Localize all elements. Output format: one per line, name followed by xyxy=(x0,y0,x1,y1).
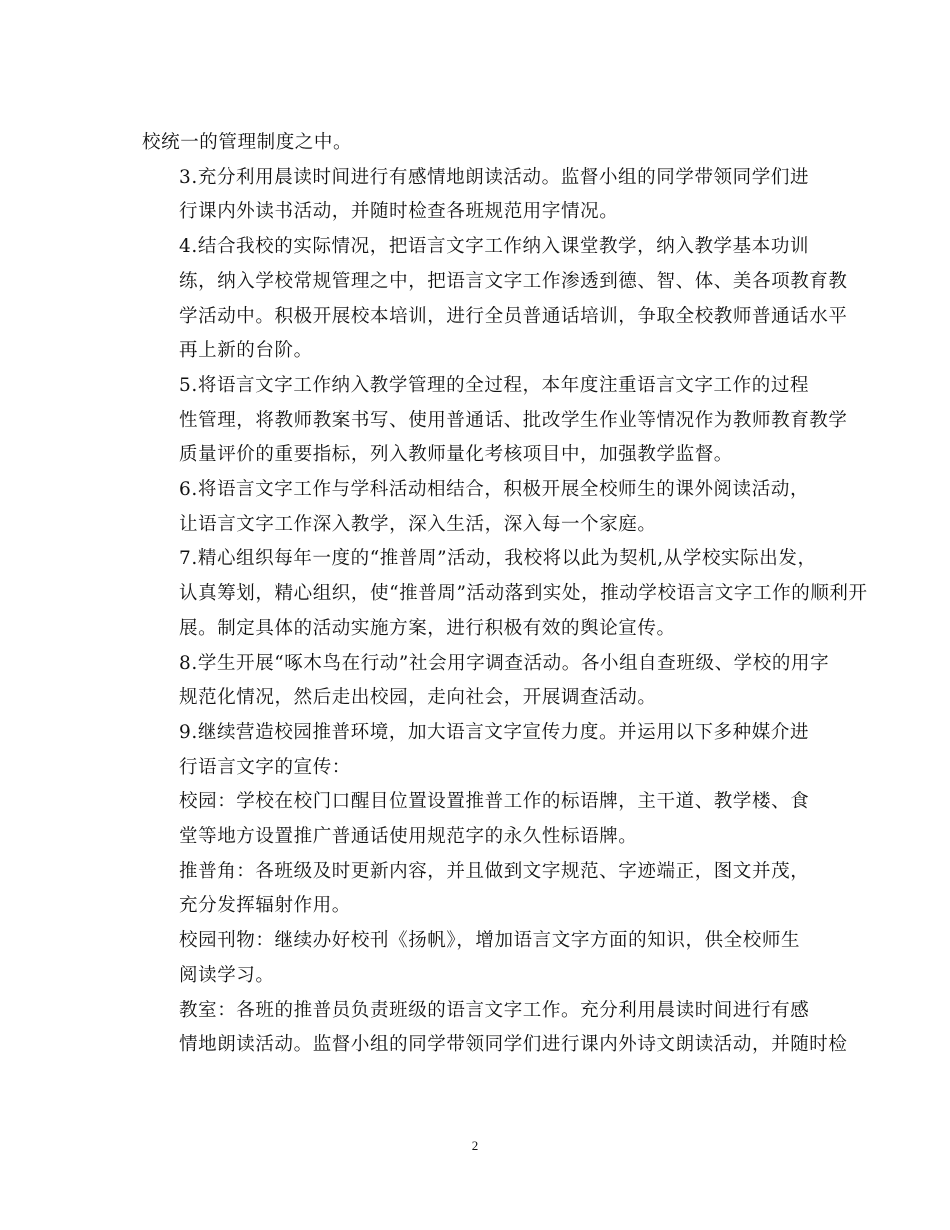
text-line: 情地朗读活动。监督小组的同学带领同学们进行课内外诗文朗读活动，并随时检 xyxy=(179,1034,848,1056)
paragraph xyxy=(142,994,848,1063)
text-line: 7.精心组织每年一度的“推普周”活动，我校将以此为契机,从学校实际出发， xyxy=(179,548,817,570)
text-line: 质量评价的重要指标，列入教师量化考核项目中，加强教学监督。 xyxy=(179,444,733,466)
paragraph xyxy=(142,542,868,646)
paragraph xyxy=(142,716,810,785)
text-line: 校统一的管理制度之中。 xyxy=(142,132,353,153)
text-line: 校园：学校在校门口醒目位置设置推普工作的标语牌，主干道、教学楼、食 xyxy=(179,791,810,813)
paragraph xyxy=(142,924,802,993)
text-line: 教室：各班的推普员负责班级的语言文字工作。充分利用晨读时间进行有感 xyxy=(179,999,810,1021)
text-line: 充分发挥辐射作用。 xyxy=(179,895,351,917)
text-line: 4.结合我校的实际情况，把语言文字工作纳入课堂教学，纳入教学基本功训 xyxy=(179,236,810,258)
paragraph xyxy=(142,473,810,542)
text-line: 再上新的台阶。 xyxy=(179,340,313,362)
text-line: 练，纳入学校常规管理之中，把语言文字工作渗透到德、智、体、美各项教育教 xyxy=(179,270,848,292)
text-line: 性管理，将教师教案书写、使用普通话、批改学生作业等情况作为教师教育教学 xyxy=(179,409,848,431)
text-line: 6.将语言文字工作与学科活动相结合，积极开展全校师生的课外阅读活动， xyxy=(179,479,810,501)
text-line: 行语言文字的宣传： xyxy=(179,756,351,778)
page-number: 2 xyxy=(471,1138,479,1153)
text-line: 阅读学习。 xyxy=(179,964,275,986)
text-line: 9.继续营造校园推普环境，加大语言文字宣传力度。并运用以下多种媒介进 xyxy=(179,721,810,743)
text-line: 校园刊物：继续办好校刊《扬帆》，增加语言文字方面的知识，供全校师生 xyxy=(179,930,801,952)
text-line: 8.学生开展“啄木鸟在行动”社会用字调查活动。各小组自查班级、学校的用字 xyxy=(179,652,830,674)
text-line: 推普角：各班级及时更新内容，并且做到文字规范、字迹端正，图文并茂， xyxy=(179,860,810,882)
text-line: 堂等地方设置推广普通话使用规范字的永久性标语牌。 xyxy=(179,826,638,848)
document-body xyxy=(142,126,868,1063)
text-line: 行课内外读书活动，并随时检查各班规范用字情况。 xyxy=(179,201,619,223)
text-line: 规范化情况，然后走出校园，走向社会，开展调查活动。 xyxy=(179,687,657,709)
text-line: 认真筹划，精心组织，使“推普周”活动落到实处，推动学校语言文字工作的顺利开 xyxy=(179,583,868,605)
text-line: 让语言文字工作深入教学，深入生活，深入每一个家庭。 xyxy=(179,513,657,535)
paragraph xyxy=(142,161,810,230)
paragraph xyxy=(142,369,848,473)
paragraph xyxy=(142,785,810,854)
text-line: 学活动中。积极开展校本培训，进行全员普通话培训，争取全校教师普通话水平 xyxy=(179,305,848,327)
text-line: 3.充分利用晨读时间进行有感情地朗读活动。监督小组的同学带领同学们进 xyxy=(179,166,810,188)
text-line: 展。制定具体的活动实施方案，进行积极有效的舆论宣传。 xyxy=(179,617,676,639)
paragraph xyxy=(142,126,802,161)
paragraph xyxy=(142,647,830,716)
paragraph xyxy=(142,855,810,924)
text-line: 5.将语言文字工作纳入教学管理的全过程，本年度注重语言文字工作的过程 xyxy=(179,374,810,396)
paragraph xyxy=(142,230,848,369)
